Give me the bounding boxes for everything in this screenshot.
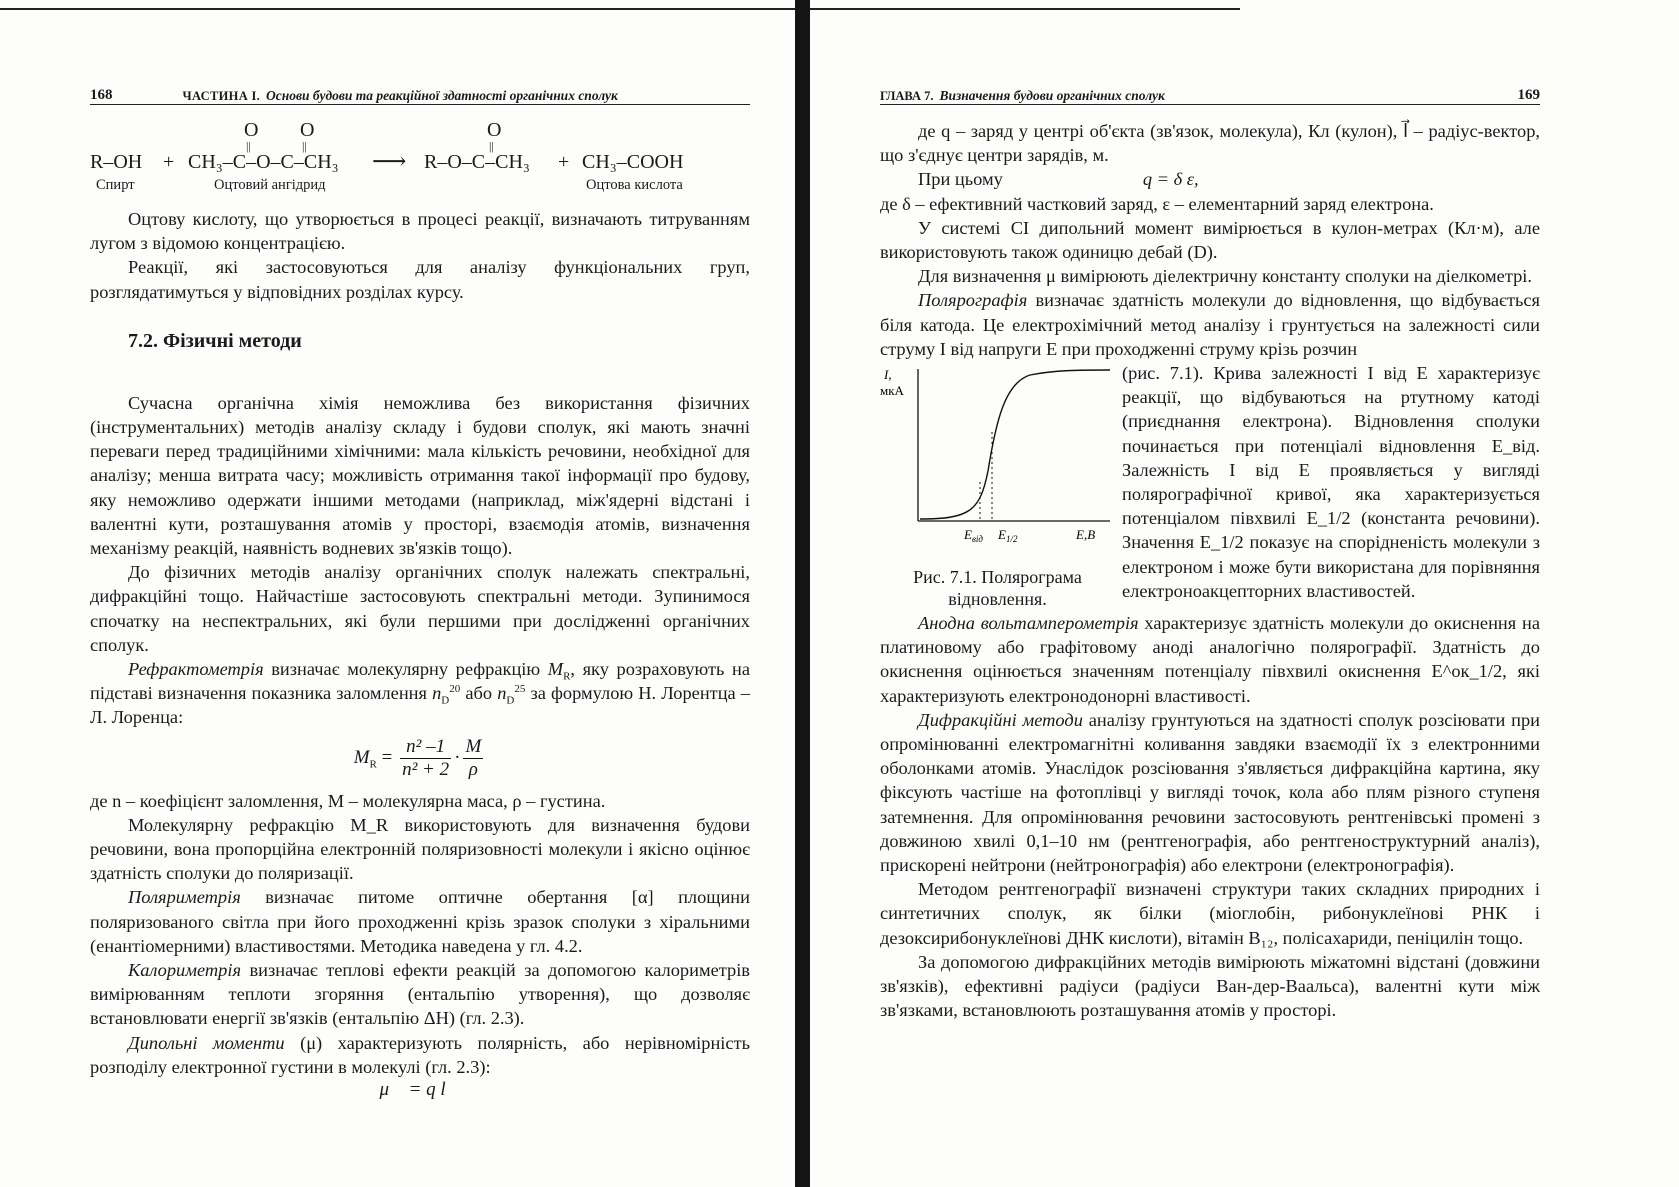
dipole-formula: μ⃗ = q l⃗	[379, 1079, 461, 1101]
term: Полярографія	[918, 290, 1028, 311]
paragraph-dipole	[90, 1031, 750, 1079]
paragraph: Реакції, які застосовуються для аналізу функціональних груп, розглядатимуться у відповідних розділах курсу.	[90, 257, 750, 302]
text: або	[460, 683, 498, 704]
paragraph: До фізичних методів аналізу органічних сполук належать спектральні, дифракційні тощо. Найчастіше застосовують спектральні методи. Зупинимося спочатку на неспектральних, які були першими при дослідженні органічних сполук.	[90, 562, 750, 655]
polarographic-curve	[920, 370, 1110, 519]
text: визначає питоме оптичне обертання [α] площини поляризованого світла при його проходженні крізь зразок сполуки з хіральними (енантіомерними) властивостями. Методика наведена у гл. 4.2.	[90, 887, 750, 956]
term: Поляриметрія	[128, 887, 241, 908]
figure-wrap-text	[1122, 361, 1540, 603]
text: , яку розраховують на підставі визначення показника заломлення	[90, 659, 750, 704]
page-number: 168	[90, 87, 113, 103]
running-head-title: Визначення будови органічних сполук	[939, 88, 1165, 103]
alcohol-formula: R–OH	[90, 151, 143, 173]
x-tick-ered: $E_{від}$	[964, 527, 983, 545]
paragraph: Оцтову кислоту, що утворюється в процесі реакції, визначають титруванням лугом з відомою концентрацією.	[90, 209, 750, 254]
text: визначає молекулярну рефракцію	[263, 659, 548, 680]
paragraph-polarimetry	[90, 885, 750, 958]
paragraph	[880, 167, 1540, 191]
running-head-part: ГЛАВА 7.	[880, 89, 934, 103]
term: Дипольні моменти	[128, 1032, 285, 1053]
paragraph-polarography	[880, 288, 1540, 361]
superscript: 20	[449, 683, 461, 696]
fraction	[400, 736, 451, 781]
paragraph-diffraction	[880, 708, 1540, 877]
figure-block	[880, 361, 1540, 611]
symbol: n	[432, 683, 442, 704]
term: Калориметрія	[128, 960, 242, 981]
text: характеризує здатність молекули до окиснення на платиновому або графітовому аноді аналогічно полярографії. Здатність до окиснення оцінюється значенням потенціалу півхвилі окиснення E^ок_1/2, які характеризують електронодонорні властивості.	[880, 613, 1540, 706]
anhydride-formula: CH₃–C–O–C–CH₃	[188, 151, 339, 173]
top-edge-left	[0, 8, 795, 10]
paragraph: де n – коефіцієнт заломлення, M – молекулярна маса, ρ – густина.	[90, 790, 606, 811]
double-bond: ||	[302, 139, 307, 153]
acid-formula: CH₃–COOH	[582, 151, 684, 173]
acetylation-reaction	[90, 115, 750, 193]
book-gutter	[795, 0, 810, 1187]
numerator: M	[465, 735, 482, 757]
running-head-right	[880, 82, 1540, 105]
double-bond: ||	[489, 139, 494, 153]
label-anhydride: Оцтовий ангідрид	[214, 177, 326, 193]
term: Дифракційні методи	[918, 709, 1083, 730]
term: Анодна вольтамперометрія	[918, 613, 1139, 634]
denominator: n² + 2	[402, 758, 450, 780]
paragraph-calorimetry	[90, 958, 750, 1031]
subscript: R	[563, 670, 571, 683]
text: за формулою Н. Лорентца – Л. Лоренца:	[90, 683, 750, 728]
text: аналізу грунтуються на здатності сполук розсіювати при опромінюванні електромагнітні коливання завдяки взаємодії їх з електронними оболонками атомів. Унаслідок розсіювання з'являється дифракційна картина, яку фіксують частіше на фотоплівці у вигляді точок, кола або плям різного ступеня затемнення. Для опромінювання речовини застосовують рентгенівські промені з довжиною хвилі 0,1–10 нм (рентгенографія, або рентгеноструктурний аналіз), прискорені нейтрони (нейтронографія) або електрони (електронографія).	[880, 709, 1540, 876]
subscript: R	[369, 758, 377, 771]
paragraph: Молекулярну рефракцію M_R використовують для визначення будови речовини, вона пропорційна електронній поляризовності молекули і якісно оцінює здатність сполуки до поляризації.	[90, 814, 750, 884]
paragraph: Сучасна органічна хімія неможлива без використання фізичних (інструментальних) методів аналізу складу і будови сполук, які мають значні переваги перед традиційними хімічними: мала кількість речовини, необхідної для аналізу; менша витрата часу; можливість отримання такої інформації про будову, яку неможливо одержати іншими методами (наприклад, між'ядерні відстані і валентні кути, розташування атомів у просторі, взаємодія атомів, визначення механізму реакцій, наявність водневих зв'язків тощо).	[90, 392, 750, 559]
running-head-part: ЧАСТИНА I.	[182, 89, 261, 103]
running-head-title: Основи будови та реакційної здатності органічних сполук	[266, 88, 618, 103]
paragraph: де δ – ефективний частковий заряд, ε – елементарний заряд електрона.	[880, 193, 1434, 214]
section-heading: 7.2. Фізичні методи	[128, 329, 302, 352]
subscript: D	[441, 694, 450, 707]
term: Рефрактометрія	[128, 659, 264, 680]
symbol: n	[497, 683, 507, 704]
paragraph: (рис. 7.1). Крива залежності I від E характеризує реакції, що відбуваються на ртутному катоді (приєднання електрона). Відновлення сполуки починається при потенціалі відновлення E_від. Залежність I від E проявляється у вигляді полярографічної кривої, яка характеризується потенціалом півхвилі E_1/2 (константа речовини). Значення E_1/2 показує на спорідненість молекули з електроном і може бути використана для порівняння електроноакцепторних властивостей.	[1122, 363, 1540, 601]
polarogram-figure	[880, 361, 1115, 610]
paragraph: Методом рентгенографії визначені структури таких складних природних і синтетичних сполук, як білки (міоглобін, рибонуклеїнові РНК і дезоксирибонуклеїнові ДНК кислоти), вітамін B₁₂, полісахариди, пеніцилін тощо.	[880, 879, 1540, 948]
label-alcohol: Спирт	[96, 177, 135, 193]
text: визначає теплові ефекти реакцій за допомогою калориметрів вимірюванням теплоти згоряння (ентальпію утворення), що дозволяє встановлювати енергії зв'язків (ентальпію ΔH) (гл. 2.3).	[90, 960, 750, 1029]
plus-sign: +	[558, 151, 570, 173]
top-edge-right	[810, 8, 1240, 10]
text: визначає здатність молекули до відновлення, що відбувається біля катода. Це електрохімічний метод аналізу і грунтується на залежності сили струму I від напруги E при проходженні струму крізь розчин	[880, 290, 1540, 359]
page-number: 169	[1517, 87, 1540, 103]
left-page	[90, 82, 750, 1101]
x-tick-ehalf: $E_{1/2}$	[998, 527, 1018, 545]
reaction-arrow: ⟶	[372, 149, 407, 175]
dot: ·	[454, 746, 461, 768]
paragraph: Для визначення μ вимірюють діелектричну константу сполуки на діелкометрі.	[918, 266, 1532, 287]
double-bond: ||	[246, 139, 251, 153]
right-page	[880, 82, 1540, 1022]
lorentz-lorenz-formula	[90, 736, 750, 781]
paragraph: У системі СІ дипольний момент вимірюється в кулон-метрах (Кл·м), але використовують також одиницю дебай (D).	[880, 217, 1540, 263]
text: (μ) характеризують полярність, або нерівномірність розподілу електронної густини в молекулі (гл. 2.3):	[90, 1032, 750, 1077]
y-axis-unit: мкА	[880, 383, 904, 399]
carbonyl-o: O	[244, 119, 259, 141]
polarogram-svg	[880, 361, 1115, 551]
subscript: D	[506, 694, 515, 707]
plus-sign: +	[163, 151, 175, 173]
label-acid: Оцтова кислота	[586, 177, 683, 193]
running-head-left	[90, 82, 750, 105]
carbonyl-o: O	[300, 119, 315, 141]
symbol: M	[547, 659, 564, 680]
text: При цьому	[918, 169, 1003, 190]
symbol: M	[353, 746, 370, 768]
fraction	[463, 736, 483, 781]
paragraph-voltammetry	[880, 611, 1540, 708]
paragraph: За допомогою дифракційних методів вимірюють міжатомні відстані (довжини зв'язків), ефективні радіуси (радіуси Ван-дер-Ваальса), валентні кути між зв'язками, встановлюють розташування атомів у просторі.	[880, 951, 1540, 1021]
paragraph: де q – заряд у центрі об'єкта (зв'язок, молекула), Кл (кулон), l⃗ – радіус-вектор, що з'єднує центри зарядів, м.	[880, 121, 1540, 166]
equals: =	[381, 746, 393, 768]
figure-caption: Рис. 7.1. Полярограма відновлення.	[913, 567, 1082, 610]
x-axis-unit: E,В	[1076, 527, 1096, 543]
denominator: ρ	[468, 758, 478, 780]
numerator: n² –1	[400, 736, 451, 759]
paragraph-refractometry	[90, 657, 750, 730]
superscript: 25	[514, 683, 526, 696]
y-axis-label: I,	[884, 367, 892, 383]
ester-formula: R–O–C–CH₃	[424, 151, 530, 173]
formula: q = δ ε,	[1142, 169, 1199, 190]
carbonyl-o: O	[487, 119, 502, 141]
